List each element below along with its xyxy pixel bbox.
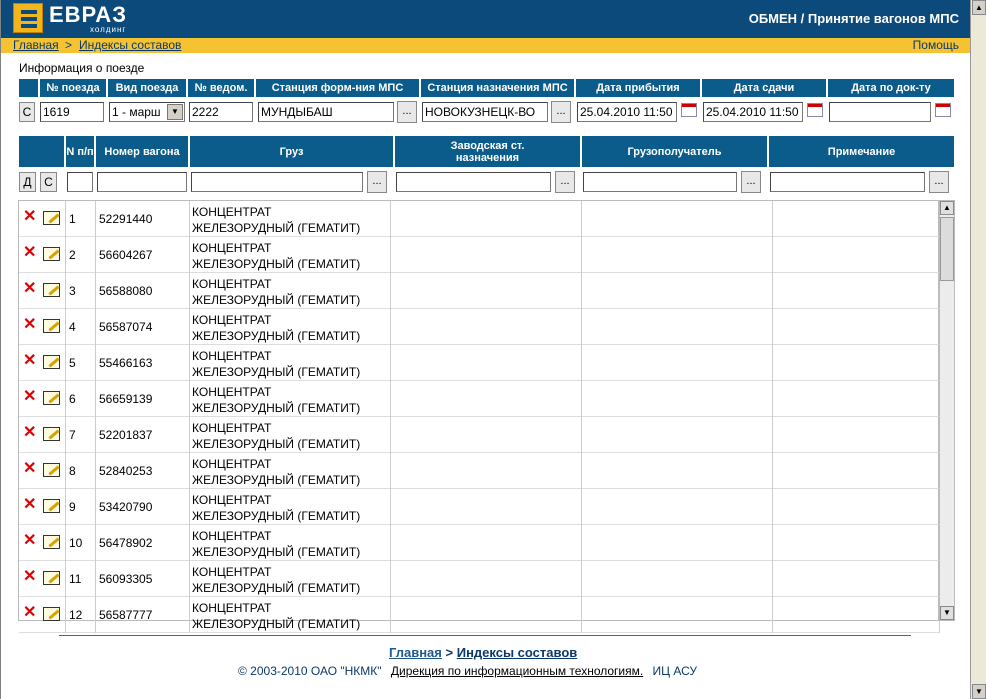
row-number: 2: [66, 237, 96, 273]
filter-n-input[interactable]: [67, 172, 93, 192]
delete-icon[interactable]: ✕: [23, 244, 37, 261]
consignee-cell: [582, 561, 773, 597]
delete-icon[interactable]: ✕: [23, 388, 37, 405]
unit-text: ИЦ АСУ: [652, 664, 698, 678]
header-cargo: Груз: [189, 135, 394, 168]
cargo-line-1: КОНЦЕНТРАТ: [192, 205, 272, 219]
row-actions: [19, 345, 66, 381]
cargo-line-2: ЖЕЛЕЗОРУДНЫЙ (ГЕМАТИТ): [192, 437, 361, 451]
cargo-line-1: КОНЦЕНТРАТ: [192, 241, 272, 255]
table-row: [19, 561, 940, 597]
consignee-cell: [582, 525, 773, 561]
table-row: [19, 597, 940, 633]
cargo-line-1: КОНЦЕНТРАТ: [192, 349, 272, 363]
note-cell: [773, 597, 940, 633]
table-scrollbar[interactable]: [939, 200, 955, 621]
table-row: [19, 345, 940, 381]
footer-home-link[interactable]: Главная: [389, 645, 442, 660]
wagon-number: 56093305: [96, 561, 190, 597]
train-clear-button[interactable]: С: [19, 102, 35, 122]
cargo-lookup-button[interactable]: ...: [367, 171, 387, 193]
consignee-cell: [582, 309, 773, 345]
edit-icon[interactable]: [43, 571, 60, 585]
department-link[interactable]: Дирекция по информационным технологиям.: [390, 664, 644, 678]
note-cell: [773, 453, 940, 489]
section-title: Информация о поезде: [19, 61, 145, 75]
filter-consignee-input[interactable]: [583, 172, 737, 192]
row-actions: [19, 453, 66, 489]
plant-station-cell: [391, 237, 582, 273]
delete-icon[interactable]: ✕: [23, 280, 37, 297]
row-actions: [19, 237, 66, 273]
copyright-text: © 2003-2010 ОАО "НКМК": [238, 664, 382, 678]
cargo-line-2: ЖЕЛЕЗОРУДНЫЙ (ГЕМАТИТ): [192, 581, 361, 595]
arrival-calendar-icon[interactable]: [681, 103, 697, 117]
cargo-line-1: КОНЦЕНТРАТ: [192, 565, 272, 579]
chevron-down-icon[interactable]: ▼: [167, 104, 183, 120]
header-doc-date: Дата по док-ту: [827, 78, 955, 98]
window-scrollbar[interactable]: [970, 0, 986, 699]
cargo-line-1: КОНЦЕНТРАТ: [192, 313, 272, 327]
footer-breadcrumb: [389, 645, 577, 660]
doc-calendar-icon[interactable]: [935, 103, 951, 117]
doc-date-input[interactable]: [829, 102, 931, 122]
delete-icon[interactable]: ✕: [23, 460, 37, 477]
cargo-line-2: ЖЕЛЕЗОРУДНЫЙ (ГЕМАТИТ): [192, 365, 361, 379]
delete-icon[interactable]: ✕: [23, 532, 37, 549]
wagon-number: 55466163: [96, 345, 190, 381]
help-link[interactable]: Помощь: [912, 38, 959, 52]
delete-icon[interactable]: ✕: [23, 352, 37, 369]
cargo-cell: [190, 381, 391, 417]
wagon-number: 52201837: [96, 417, 190, 453]
plant-station-cell: [391, 345, 582, 381]
plant-station-cell: [391, 597, 582, 633]
window-scroll-down-icon[interactable]: ▼: [972, 684, 986, 699]
header-sheet-no: № ведом.: [187, 78, 255, 98]
row-number: 1: [66, 201, 96, 237]
edit-icon[interactable]: [43, 391, 60, 405]
wagon-header-actions: [18, 135, 65, 168]
row-number: 12: [66, 597, 96, 633]
wagon-number: 56587074: [96, 309, 190, 345]
consignee-cell: [582, 489, 773, 525]
table-row: [19, 381, 940, 417]
sheet-no-input[interactable]: 2222: [189, 102, 253, 122]
breadcrumb-separator: >: [65, 38, 73, 52]
edit-icon[interactable]: [43, 535, 60, 549]
cargo-cell: [190, 453, 391, 489]
filter-note-input[interactable]: [770, 172, 925, 192]
table-row: [19, 273, 940, 309]
plant-station-cell: [391, 309, 582, 345]
wagon-number: 52291440: [96, 201, 190, 237]
edit-icon[interactable]: [43, 607, 60, 621]
station-from-input[interactable]: МУНДЫБАШ: [258, 102, 394, 122]
header-train-type: Вид поезда: [107, 78, 187, 98]
table-row: [19, 525, 940, 561]
arrival-date-input[interactable]: 25.04.2010 11:50: [577, 102, 677, 122]
header-wagon-no: Номер вагона: [95, 135, 189, 168]
note-cell: [773, 345, 940, 381]
row-number: 8: [66, 453, 96, 489]
cargo-line-1: КОНЦЕНТРАТ: [192, 421, 272, 435]
cargo-line-2: ЖЕЛЕЗОРУДНЫЙ (ГЕМАТИТ): [192, 293, 361, 307]
row-actions: [19, 381, 66, 417]
footer-divider: [59, 635, 911, 636]
cargo-line-2: ЖЕЛЕЗОРУДНЫЙ (ГЕМАТИТ): [192, 509, 361, 523]
cargo-cell: [190, 489, 391, 525]
edit-icon[interactable]: [43, 355, 60, 369]
plant-station-cell: [391, 273, 582, 309]
note-cell: [773, 417, 940, 453]
delivery-date-input[interactable]: 25.04.2010 11:50: [703, 102, 803, 122]
note-cell: [773, 381, 940, 417]
footer-current-link[interactable]: Индексы составов: [456, 645, 578, 660]
cargo-line-1: КОНЦЕНТРАТ: [192, 277, 272, 291]
row-number: 4: [66, 309, 96, 345]
train-type-select[interactable]: [109, 102, 185, 122]
cargo-cell: [190, 597, 391, 633]
window-scroll-up-icon[interactable]: ▲: [972, 0, 986, 15]
note-cell: [773, 237, 940, 273]
cargo-line-2: ЖЕЛЕЗОРУДНЫЙ (ГЕМАТИТ): [192, 473, 361, 487]
cargo-line-2: ЖЕЛЕЗОРУДНЫЙ (ГЕМАТИТ): [192, 329, 361, 343]
header-note: Примечание: [768, 135, 955, 168]
consignee-cell: [582, 381, 773, 417]
table-row: [19, 489, 940, 525]
consignee-cell: [582, 237, 773, 273]
cargo-cell: [190, 273, 391, 309]
table-row: [19, 417, 940, 453]
table-row: [19, 237, 940, 273]
cargo-cell: [190, 201, 391, 237]
row-actions: [19, 417, 66, 453]
copyright: [238, 664, 703, 678]
cargo-cell: [190, 237, 391, 273]
row-actions: [19, 489, 66, 525]
wagon-delete-all-button[interactable]: Д: [19, 172, 36, 192]
menu-icon[interactable]: [13, 3, 43, 33]
edit-icon[interactable]: [43, 247, 60, 261]
edit-icon[interactable]: [43, 211, 60, 225]
note-cell: [773, 489, 940, 525]
logo-subtitle: холдинг: [90, 25, 127, 34]
wagon-number: 56587777: [96, 597, 190, 633]
edit-icon[interactable]: [43, 463, 60, 477]
table-row: [19, 453, 940, 489]
delete-icon[interactable]: ✕: [23, 424, 37, 441]
breadcrumb-current-link[interactable]: Индексы составов: [79, 38, 182, 52]
consignee-cell: [582, 345, 773, 381]
plant-station-cell: [391, 525, 582, 561]
note-cell: [773, 309, 940, 345]
wagon-number: 56588080: [96, 273, 190, 309]
cargo-line-1: КОНЦЕНТРАТ: [192, 601, 272, 615]
consignee-cell: [582, 417, 773, 453]
plant-station-cell: [391, 201, 582, 237]
row-actions: [19, 561, 66, 597]
edit-icon[interactable]: [43, 499, 60, 513]
cargo-line-2: ЖЕЛЕЗОРУДНЫЙ (ГЕМАТИТ): [192, 401, 361, 415]
header-n: N п/п: [65, 135, 95, 168]
plant-station-cell: [391, 381, 582, 417]
row-number: 5: [66, 345, 96, 381]
delete-icon[interactable]: ✕: [23, 604, 37, 621]
cargo-line-1: КОНЦЕНТРАТ: [192, 385, 272, 399]
cargo-line-1: КОНЦЕНТРАТ: [192, 529, 272, 543]
row-actions: [19, 309, 66, 345]
row-number: 9: [66, 489, 96, 525]
plant-station-cell: [391, 489, 582, 525]
row-actions: [19, 201, 66, 237]
header-plant-station: Заводская ст. назначения: [394, 135, 581, 168]
train-no-input[interactable]: 1619: [40, 102, 104, 122]
delete-icon[interactable]: ✕: [23, 568, 37, 585]
cargo-cell: [190, 309, 391, 345]
plant-station-lookup-button[interactable]: ...: [555, 171, 575, 193]
scroll-thumb[interactable]: [940, 217, 954, 281]
row-actions: [19, 273, 66, 309]
logo: ЕВРАЗ: [49, 2, 127, 27]
station-to-lookup-button[interactable]: ...: [551, 101, 571, 123]
edit-icon[interactable]: [43, 283, 60, 297]
station-from-lookup-button[interactable]: ...: [397, 101, 417, 123]
app-header: [1, 0, 971, 38]
filter-plant-station-input[interactable]: [396, 172, 551, 192]
footer-separator: >: [445, 645, 454, 660]
delivery-calendar-icon[interactable]: [807, 103, 823, 117]
note-cell: [773, 561, 940, 597]
wagon-number: 56478902: [96, 525, 190, 561]
row-actions: [19, 525, 66, 561]
cargo-line-2: ЖЕЛЕЗОРУДНЫЙ (ГЕМАТИТ): [192, 257, 361, 271]
plant-station-cell: [391, 453, 582, 489]
table-row: [19, 201, 940, 237]
consignee-cell: [582, 453, 773, 489]
cargo-line-1: КОНЦЕНТРАТ: [192, 493, 272, 507]
cargo-line-2: ЖЕЛЕЗОРУДНЫЙ (ГЕМАТИТ): [192, 545, 361, 559]
page-title: ОБМЕН / Принятие вагонов МПС: [748, 11, 959, 26]
wagon-number: 53420790: [96, 489, 190, 525]
header-delivery-date: Дата сдачи: [701, 78, 827, 98]
cargo-line-2: ЖЕЛЕЗОРУДНЫЙ (ГЕМАТИТ): [192, 221, 361, 235]
delete-icon[interactable]: ✕: [23, 208, 37, 225]
cargo-cell: [190, 417, 391, 453]
delete-icon[interactable]: ✕: [23, 496, 37, 513]
header-arrival-date: Дата прибытия: [575, 78, 701, 98]
header-station-from: Станция форм-ния МПС: [255, 78, 420, 98]
breadcrumb: [1, 38, 971, 53]
row-number: 3: [66, 273, 96, 309]
cargo-line-1: КОНЦЕНТРАТ: [192, 457, 272, 471]
table-row: [19, 309, 940, 345]
row-actions: [19, 597, 66, 633]
consignee-cell: [582, 273, 773, 309]
row-number: 6: [66, 381, 96, 417]
train-type-value: 1 - марш: [112, 105, 161, 119]
consignee-cell: [582, 597, 773, 633]
plant-station-cell: [391, 417, 582, 453]
plant-station-cell: [391, 561, 582, 597]
breadcrumb-home-link[interactable]: Главная: [13, 38, 59, 52]
row-number: 10: [66, 525, 96, 561]
note-lookup-button[interactable]: ...: [929, 171, 949, 193]
row-number: 7: [66, 417, 96, 453]
filter-cargo-input[interactable]: [191, 172, 363, 192]
wagon-clear-button[interactable]: С: [40, 172, 57, 192]
row-number: 11: [66, 561, 96, 597]
header-train-no: № поезда: [39, 78, 107, 98]
filter-wagon-input[interactable]: [97, 172, 187, 192]
note-cell: [773, 525, 940, 561]
wagon-number: 56604267: [96, 237, 190, 273]
cargo-cell: [190, 525, 391, 561]
edit-icon[interactable]: [43, 427, 60, 441]
edit-icon[interactable]: [43, 319, 60, 333]
cargo-line-2: ЖЕЛЕЗОРУДНЫЙ (ГЕМАТИТ): [192, 617, 361, 631]
scroll-up-icon[interactable]: ▲: [940, 201, 954, 215]
wagon-number: 56659139: [96, 381, 190, 417]
scroll-down-icon[interactable]: ▼: [940, 606, 954, 620]
consignee-cell: [582, 201, 773, 237]
consignee-lookup-button[interactable]: ...: [741, 171, 761, 193]
cargo-cell: [190, 345, 391, 381]
cargo-cell: [190, 561, 391, 597]
delete-icon[interactable]: ✕: [23, 316, 37, 333]
note-cell: [773, 273, 940, 309]
wagon-table: [18, 200, 939, 631]
wagon-number: 52840253: [96, 453, 190, 489]
station-to-input[interactable]: НОВОКУЗНЕЦК-ВО: [422, 102, 548, 122]
train-header-blank: [18, 78, 39, 98]
header-consignee: Грузополучатель: [581, 135, 768, 168]
note-cell: [773, 201, 940, 237]
header-station-to: Станция назначения МПС: [420, 78, 575, 98]
